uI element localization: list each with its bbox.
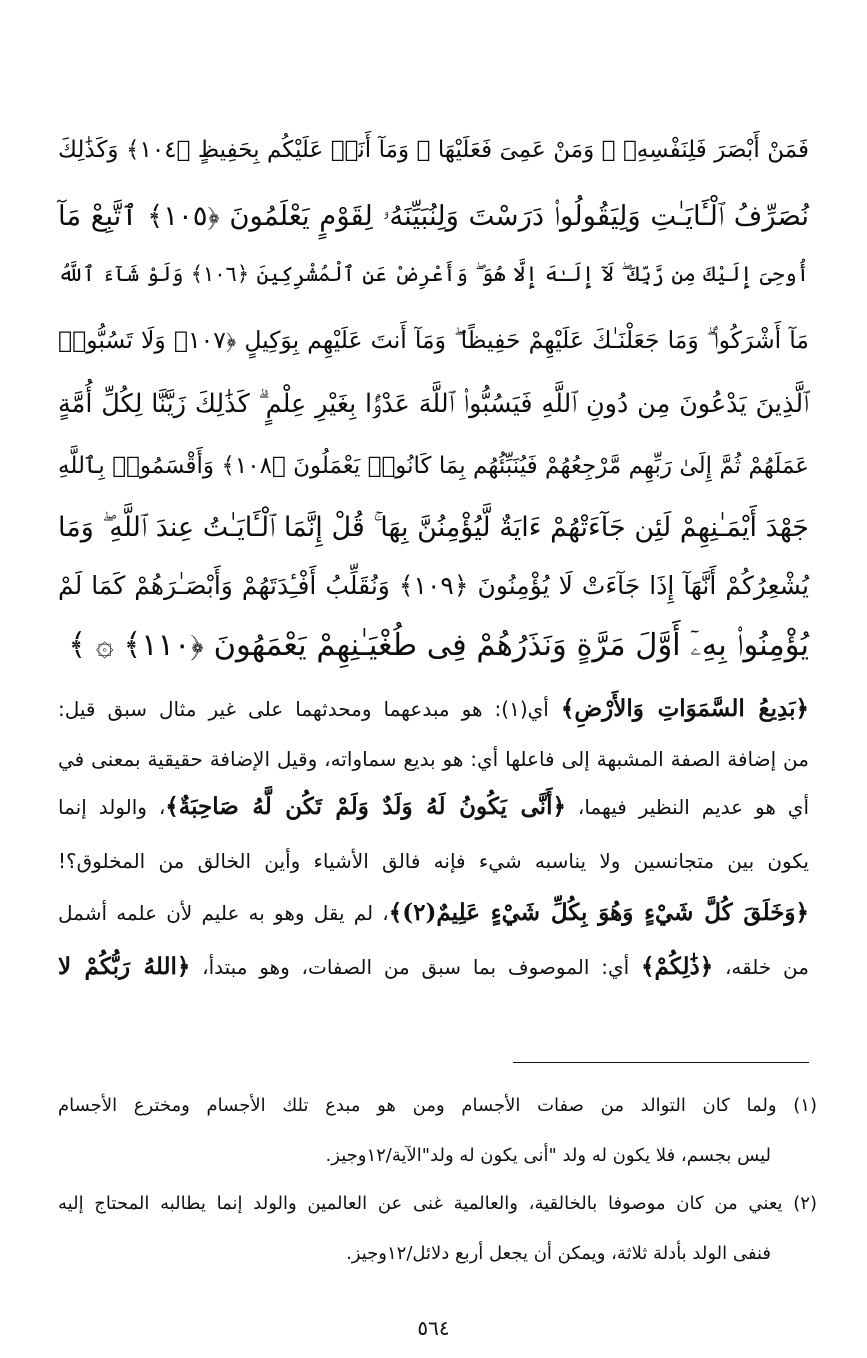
commentary-line-5 bbox=[58, 898, 809, 928]
commentary-line-3 bbox=[58, 792, 809, 822]
commentary-text: أي(١): هو مبدعهما ومحدثهما على غير مثال سبق قيل: bbox=[58, 697, 561, 721]
footnote-2-line-2: فنفى الولد بأدلة ثلاثة، ويمكن أن يجعل أربع دلائل/١٢وجيز. bbox=[346, 1243, 771, 1264]
quran-line-5: ٱلَّذِينَ يَدْعُونَ مِن دُونِ ٱللَّهِ فَيَسُبُّوا۟ ٱللَّهَ عَدْوًۢا بِغَيْرِ عِلْمٍ ۗ كَذَٰلِكَ زَيَّنَّا لِكُلِّ أُمَّةٍ bbox=[58, 389, 809, 419]
quran-line-3: أُوحِىَ إِلَيْكَ مِن رَّبِّكَ ۖ لَآ إِلَـٰهَ إِلَّا هُوَ ۖ وَأَعْرِضْ عَنِ ٱلْمُشْرِكِينَ ﴿١٠٦﴾ وَلَوْ شَآءَ ٱللَّهُ bbox=[58, 262, 809, 286]
footnote-1-line-2: ليس بجسم، فلا يكون له ولد "أنى يكون له ولد"الآية/١٢وجيز. bbox=[325, 1145, 771, 1166]
quran-quote: ﴿بَدِيعُ السَّمَوَاتِ وَالأَرْضِ﴾ bbox=[560, 695, 810, 722]
commentary-text: ، لم يقل وهو به عليم لأن علمه أشمل bbox=[58, 901, 389, 925]
quran-line-4: مَآ أَشْرَكُوا۟ ۗ وَمَا جَعَلْنَـٰكَ عَلَيْهِمْ حَفِيظًا ۖ وَمَآ أَنتَ عَلَيْهِم بِوَكِيلٍ ﴿١٠٧﴾ وَلَا تَسُبُّوا۟ bbox=[58, 326, 810, 354]
footnote-1-line-1: (١) ولما كان التوالد من صفات الأجسام ومن هو مبدع تلك الأجسام ومخترع الأجسام bbox=[58, 1095, 817, 1116]
footnote-2-line-1: (٢) يعني من كان موصوفا بالخالقية، والعالمية غنى عن العالمين والولد إنما يطالبه المحتاج إليه bbox=[58, 1193, 817, 1214]
commentary-line-2: من إضافة الصفة المشبهة إلى فاعلها أي: هو بديع سماواته، وقيل الإضافة حقيقية بمعنى في bbox=[58, 747, 809, 771]
quran-quote: ﴿وَخَلَقَ كُلَّ شَيْءٍ وَهُوَ بِكُلِّ شَيْءٍ عَلِيمٌ(٢)﴾ bbox=[388, 899, 810, 926]
quran-line-6: عَمَلَهُمْ ثُمَّ إِلَىٰ رَبِّهِم مَّرْجِعُهُمْ فَيُنَبِّئُهُم بِمَا كَانُوا۟ يَعْمَلُونَ ﴿١٠٨﴾ وَأَقْسَمُوا۟ بِٱللَّهِ bbox=[58, 453, 809, 479]
quran-line-9: يُؤْمِنُوا۟ بِهِۦٓ أَوَّلَ مَرَّةٍ وَنَذَرُهُمْ فِى طُغْيَـٰنِهِمْ يَعْمَهُونَ ﴿١١٠﴾ ۞ ﴾ bbox=[68, 628, 809, 663]
commentary-text: من خلقه، bbox=[713, 955, 809, 979]
quran-line-8: يُشْعِرُكُمْ أَنَّهَآ إِذَا جَآءَتْ لَا يُؤْمِنُونَ ﴿١٠٩﴾ وَنُقَلِّبُ أَفْـِٔدَتَهُمْ وَأَبْصَـٰرَهُمْ كَمَا لَمْ bbox=[58, 571, 810, 600]
commentary-line-4: يكون بين متجانسين ولا يناسبه شيء فإنه فالق الأشياء وأين الخالق من المخلوق؟! bbox=[58, 849, 809, 873]
quran-line-2: نُصَرِّفُ ٱلْـَٔايَـٰتِ وَلِيَقُولُوا۟ دَرَسْتَ وَلِنُبَيِّنَهُۥ لِقَوْمٍ يَعْلَمُونَ ﴿١٠٥﴾ ٱتَّبِعْ مَآ bbox=[58, 200, 809, 232]
quran-quote: ﴿أَنَّى يَكُونُ لَهُ وَلَدٌ وَلَمْ تَكُن لَّهُ صَاحِبَةٌ﴾ bbox=[165, 793, 566, 820]
quran-quote: ﴿ذَٰلِكُمْ﴾ bbox=[640, 953, 714, 980]
page-number: ٥٦٤ bbox=[417, 1316, 450, 1340]
quran-line-1: فَمَنْ أَبْصَرَ فَلِنَفْسِهِۦ ۖ وَمَنْ عَمِىَ فَعَلَيْهَا ۚ وَمَآ أَنَا۠ عَلَيْكُم بِحَفِيظٍ ﴿١٠٤﴾ وَكَذَٰلِكَ bbox=[58, 137, 809, 163]
footnote-divider bbox=[513, 1062, 809, 1063]
commentary-line-6 bbox=[58, 952, 809, 982]
commentary-text: أي هو عديم النظير فيهما، bbox=[565, 795, 809, 819]
commentary-text: ، والولد إنما bbox=[58, 795, 166, 819]
quran-quote: ﴿اللهُ رَبُّكُمْ لا bbox=[58, 953, 191, 980]
commentary-text: أي: الموصوف بما سبق من الصفات، وهو مبتدأ، bbox=[190, 955, 641, 979]
quran-line-7: جَهْدَ أَيْمَـٰنِهِمْ لَئِن جَآءَتْهُمْ ءَايَةٌ لَّيُؤْمِنُنَّ بِهَا ۚ قُلْ إِنَّمَا ٱلْـَٔايَـٰتُ عِندَ ٱللَّهِ ۖ وَمَا bbox=[58, 512, 809, 543]
commentary-line-1 bbox=[58, 694, 809, 724]
